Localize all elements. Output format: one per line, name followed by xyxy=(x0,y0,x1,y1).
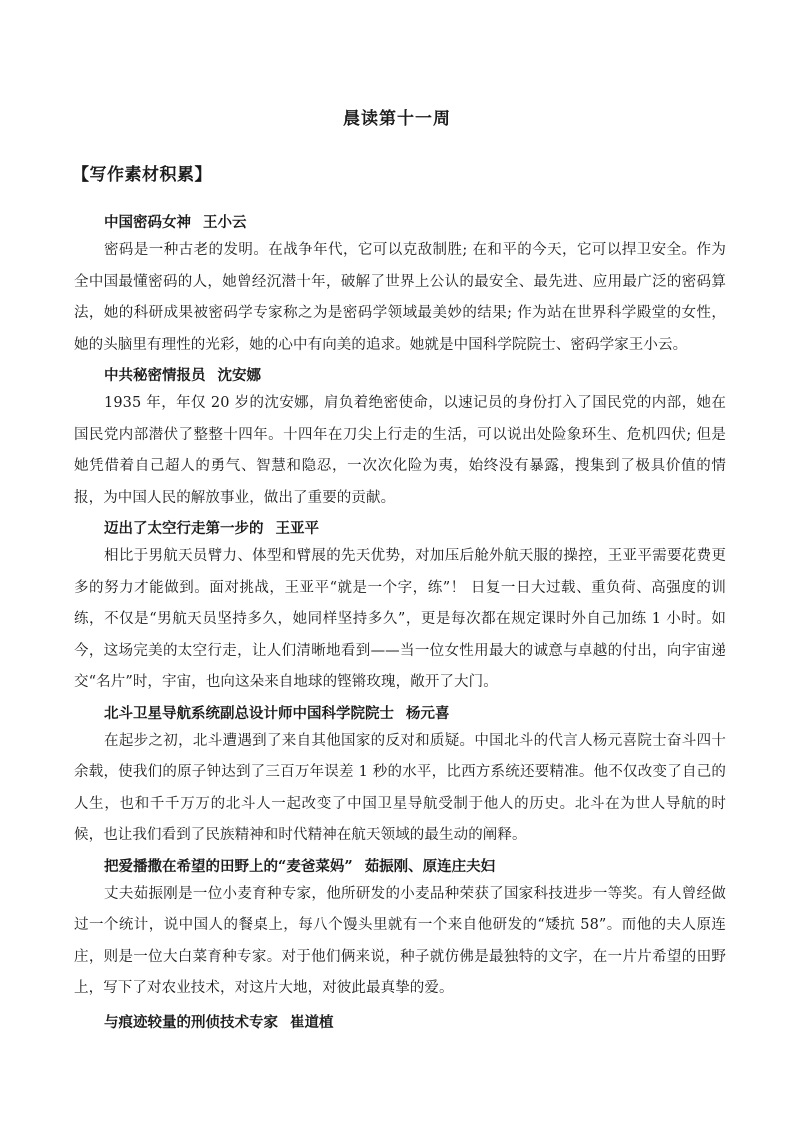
entry-wang-yaping xyxy=(74,517,726,699)
entry-heading-title: 中共秘密情报员 xyxy=(104,367,206,384)
entry-heading-name: 崔道植 xyxy=(290,1013,334,1031)
entry-paragraph: 在起步之初，北斗遭遇到了来自其他国家的反对和质疑。中国北斗的代言人杨元喜院士奋斗四十余载，使我们的原子钟达到了三百万年误差 1 秒的水平，比西方系统还要精准。他不仅改变了自己的人生，也和千千万万的北斗人一起改变了中国卫星导航受制于他人的历史。北斗在为世人导航的时候，也让我们看到了民族精神和时代精神在航天领域的最生动的阐释。 xyxy=(74,732,726,843)
entry-heading-name: 王亚平 xyxy=(275,520,319,537)
document-title: 晨读第十一周 xyxy=(343,109,451,129)
entry-heading xyxy=(74,855,726,879)
entry-paragraph: 相比于男航天员臂力、体型和臂展的先天优势，对加压后舱外航天服的操控，王亚平需要花费更多的努力才能做到。面对挑战，王亚平“就是一个字，练”！ 日复一日大过载、重负荷、高强度的训练，不仅是“男航天员坚持多久，她同样坚持多久”，更是每次都在规定课时外自己加练 1 小时。如今，这场完美的太空行走，让人们清晰地看到——当一位女性用最大的诚意与卓越的付出，向宇宙递交“名片”时，宇宙，也向这朵来自地球的铿锵玫瑰，敞开了大门。 xyxy=(74,548,726,690)
entry-heading-title: 中国密码女神 xyxy=(104,214,191,231)
entry-cui-daozhi xyxy=(74,1011,726,1035)
entry-heading xyxy=(74,211,726,235)
entry-yang-yuanxi xyxy=(74,702,726,852)
entry-ru-zhengang-yuan-lianzhuang xyxy=(74,855,726,1005)
entry-heading xyxy=(74,702,726,726)
entry-heading xyxy=(74,1011,726,1035)
entry-heading-name: 杨元喜 xyxy=(406,704,450,722)
entry-heading-title: 北斗卫星导航系统副总设计师中国科学院院士 xyxy=(104,704,394,722)
entry-heading-name: 茹振刚、原连庄夫妇 xyxy=(364,857,496,875)
entry-paragraph: 密码是一种古老的发明。在战争年代，它可以克敌制胜; 在和平的今天，它可以捍卫安全。作为全中国最懂密码的人，她曾经沉潜十年，破解了世界上公认的最安全、最先进、应用最广泛的密码算法，她的科研成果被密码学专家称之为是密码学领域最美妙的结果; 作为站在世界科学殿堂的女性，她的头脑里有理性的光彩，她的心中有向美的追求。她就是中国科学院院士、密码学家王小云。 xyxy=(74,242,726,353)
entry-wang-xiaoyun xyxy=(74,211,726,361)
document-body xyxy=(74,211,726,1035)
entry-heading-name: 沈安娜 xyxy=(217,367,261,384)
entry-heading-title: 把爱播撒在希望的田野上的“麦爸菜妈” xyxy=(104,857,353,875)
section-heading: 【写作素材积累】 xyxy=(72,165,212,185)
entry-paragraph: 丈夫茹振刚是一位小麦育种专家，他所研发的小麦品种荣获了国家科技进步一等奖。有人曾经做过一个统计，说中国人的餐桌上，每八个馒头里就有一个来自他研发的“矮抗 58”。而他的夫人原连庄，则是一位大白菜育种专家。对于他们俩来说，种子就仿佛是最独特的文字，在一片片希望的田野上，写下了对农业技术，对这片大地，对彼此最真挚的爱。 xyxy=(74,885,726,996)
entry-heading xyxy=(74,364,726,388)
entry-shen-anna xyxy=(74,364,726,514)
entry-heading-name: 王小云 xyxy=(203,214,247,231)
entry-heading-title: 迈出了太空行走第一步的 xyxy=(104,520,264,537)
entry-paragraph: 1935 年，年仅 20 岁的沈安娜，肩负着绝密使命，以速记员的身份打入了国民党的内部，她在国民党内部潜伏了整整十四年。十四年在刀尖上行走的生活，可以说出处险象环生、危机四伏; 但是她凭借着自己超人的勇气、智慧和隐忍，一次次化险为夷，始终没有暴露，搜集到了极具价值的情报，为中国人民的解放事业，做出了重要的贡献。 xyxy=(74,395,726,506)
entry-heading-title: 与痕迹较量的刑侦技术专家 xyxy=(104,1013,278,1031)
entry-heading xyxy=(74,517,726,541)
